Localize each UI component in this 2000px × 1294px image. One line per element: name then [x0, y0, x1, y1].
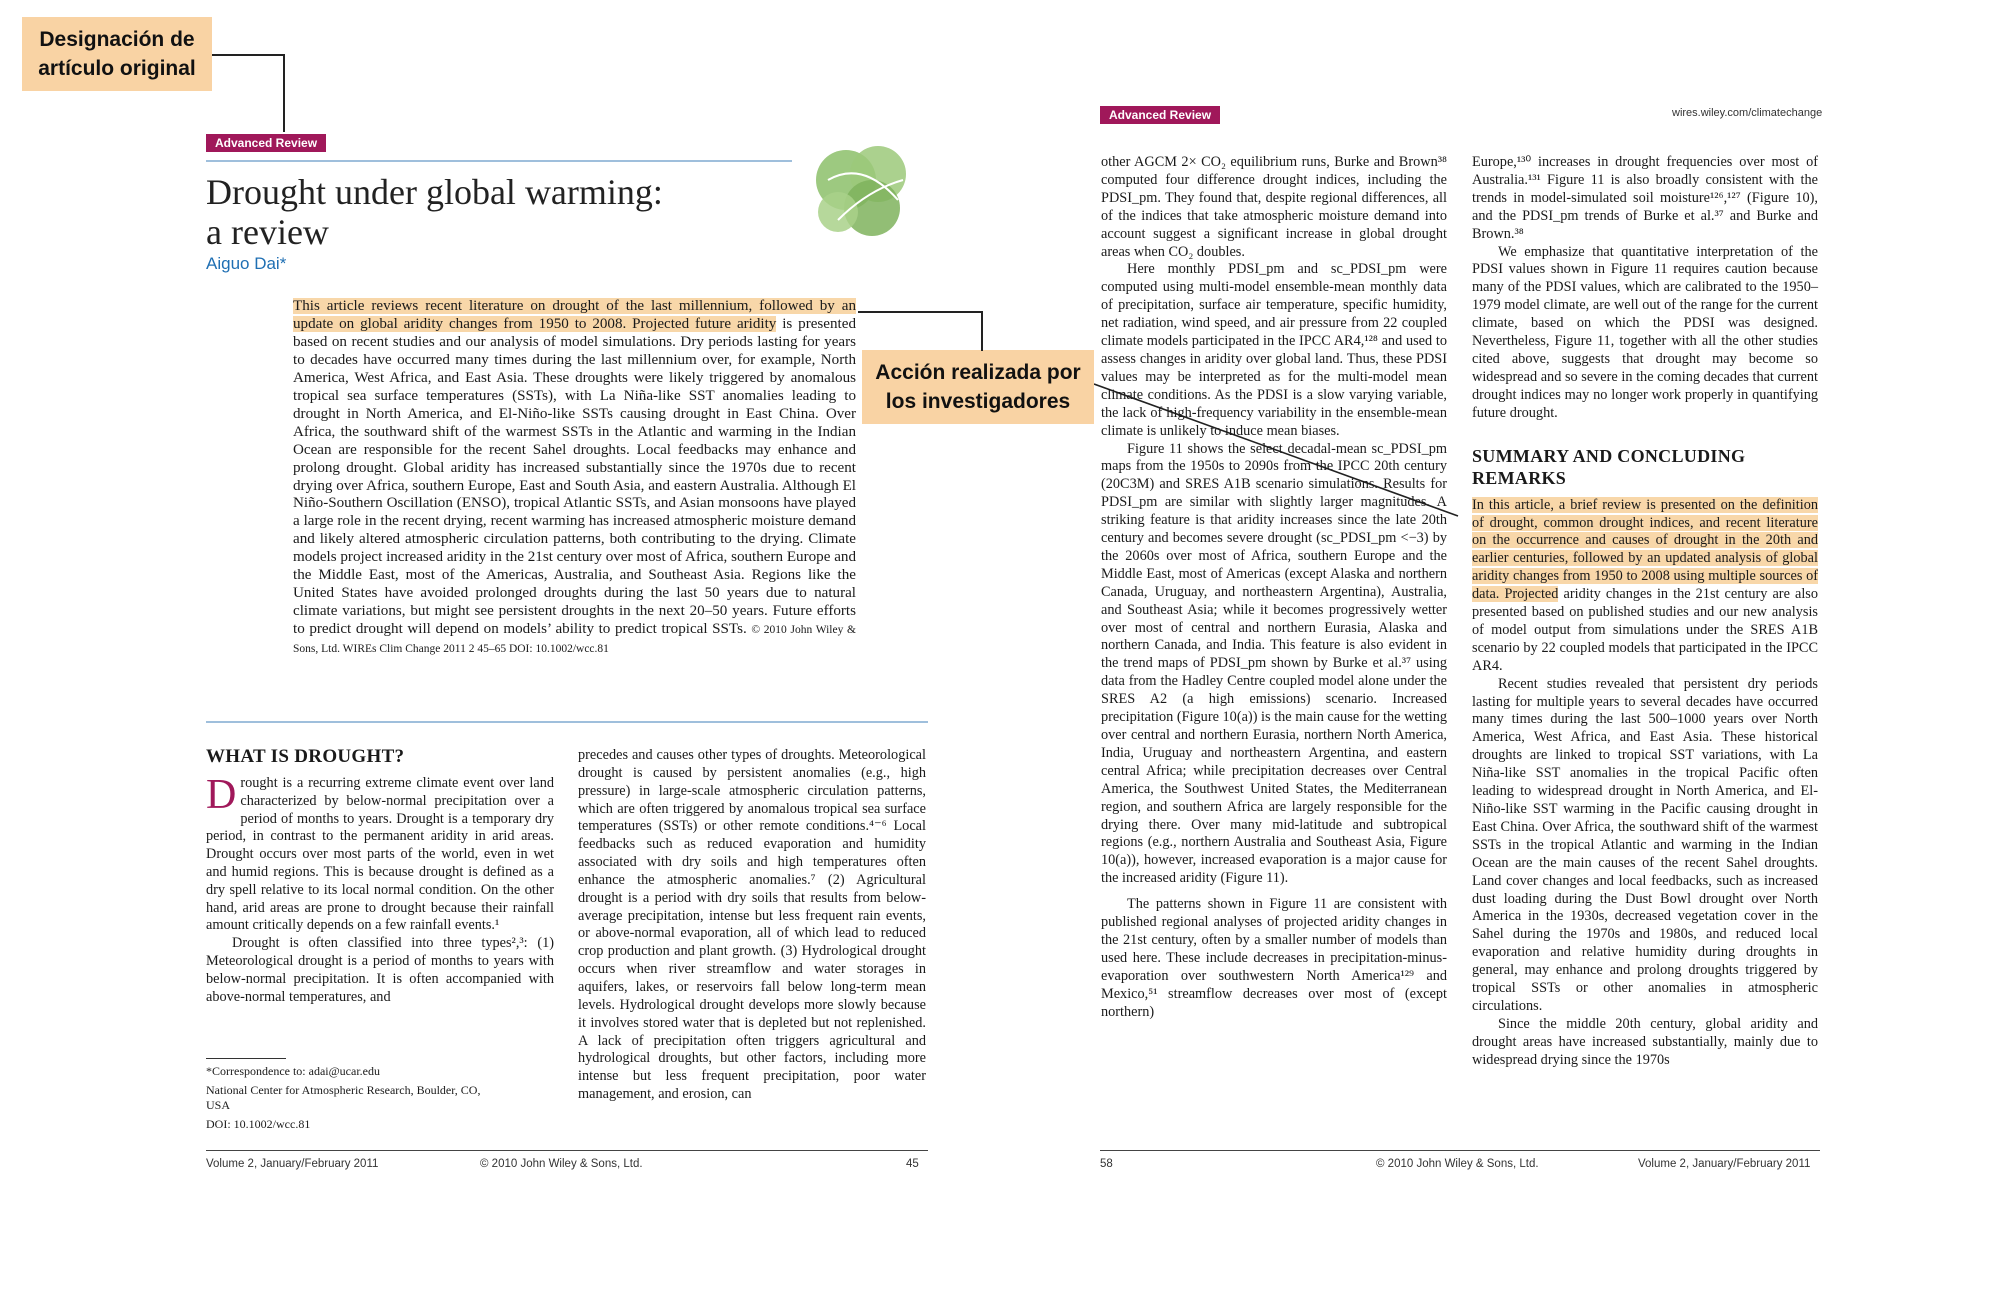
- title-line-2: a review: [206, 212, 329, 252]
- summary-highlight: In this article, a brief review is presented on the definition of drought, common drought indices, and recent literature on the occurrence and causes of drought in the 20th and earlier centuries, followed by an updated analysis of global aridity changes from 1950 to 2008 using multiple sources of data. Projected: [1472, 496, 1818, 603]
- right-col-1: [1101, 154, 1447, 1022]
- abstract: [293, 298, 856, 659]
- title-line-1: Drought under global warming:: [206, 172, 663, 212]
- abstract-rule: [206, 721, 928, 723]
- left-footer-page: 45: [906, 1158, 919, 1170]
- section-heading-what-is-drought: WHAT IS DROUGHT?: [206, 746, 405, 767]
- rcol1-paragraph-1: other AGCM 2× CO₂ equilibrium runs, Burke and Brown³⁸ computed four difference drought indices, including the PDSI_pm. They found that, despite regional differences, all of the indices that take atmospheric moisture demand into account suggest a significant increase in global drought areas when CO₂ doubles.: [1101, 154, 1447, 260]
- author: Aiguo Dai*: [206, 254, 287, 273]
- left-article-tag: Advanced Review: [206, 134, 326, 152]
- right-footer-rule: [1100, 1150, 1820, 1151]
- connector-line-1a: [212, 54, 284, 56]
- journal-url: wires.wiley.com/climatechange: [1672, 107, 1823, 119]
- journal-logo-icon: [808, 140, 918, 240]
- left-footer-copyright: © 2010 John Wiley & Sons, Ltd.: [480, 1158, 643, 1170]
- right-col-2: [1472, 154, 1818, 1070]
- rcol2-paragraph-5: Since the middle 20th century, global aridity and drought areas have increased substantially, mainly due to widespread drying since the 1970s: [1472, 1015, 1818, 1068]
- dropcap: D: [206, 772, 237, 818]
- connector-line-2a: [858, 311, 982, 313]
- left-footer-rule: [206, 1150, 928, 1151]
- corr-doi: DOI: 10.1002/wcc.81: [206, 1117, 311, 1131]
- summary-heading-line-1: SUMMARY AND CONCLUDING: [1472, 445, 1746, 466]
- summary-body: aridity changes in the 21st century are also presented based on published studies and our new analysis of model output from simulations under the SRES A1B scenario by 22 coupled models that participated in the IPCC AR4.: [1472, 586, 1819, 674]
- rcol1-paragraph-2: Here monthly PDSI_pm and sc_PDSI_pm were computed using multi-model ensemble-mean monthly data of precipitation, surface air temperature, specific humidity, net radiation, wind speed, and air pressure from 22 coupled climate models participated in the IPCC AR4,¹²⁸ and used to assess changes in aridity over global land. Thus, these PDSI values may be interpreted as for the multi-model mean climate conditions. As the PDSI is a slow varying variable, the lack of high-frequency variability in the ensemble-mean climate is unlikely to induce mean biases.: [1101, 261, 1447, 439]
- rcol2-paragraph-1: Europe,¹³⁰ increases in drought frequencies over most of Australia.¹³¹ Figure 11 is also broadly consistent with the trends in model-simulated soil moisture¹²⁶,¹²⁷ (Figure 10), and the PDSI_pm trends of Burke et al.³⁷ and Burke and Brown.³⁸: [1472, 154, 1818, 242]
- abstract-body: is presented based on recent studies and our analysis of model simulations. Dry periods lasting for years to decades have occurred many times during the last millennium over, for example, North America, West Africa, and East Asia. These droughts were likely triggered by anomalous tropical sea surface temperatures (SSTs), with La Niña-like SST anomalies leading to drought in North America, and El-Niño-like SSTs causing drought in East China. Over Africa, the southward shift of the warmest SSTs in the Atlantic and warming in the Indian Ocean are responsible for the recent Sahel droughts. Local feedbacks may enhance and prolong drought. Global aridity has increased substantially since the 1970s due to recent drying over Africa, southern Europe, East and South Asia, and eastern Australia. Although El Niño-Southern Oscillation (ENSO), tropical Atlantic SSTs, and Asian monsoons have played a large role in the recent drying, recent warming has increased atmospheric moisture demand and likely altered atmospheric circulation patterns, both contributing to the drying. Climate models project increased aridity in the 21st century over most of Africa, southern Europe and the Middle East, most of the Americas, Australia, and Southeast Asia. Regions like the United States have avoided prolonged droughts during the last 50 years due to natural climate variations, but might see persistent droughts in the next 20–50 years. Future efforts to predict drought will depend on models’ ability to predict tropical SSTs.: [293, 315, 856, 638]
- title-rule: [206, 160, 792, 162]
- abstract-highlight: This article reviews recent literature on drought of the last millennium, followed by an update on global aridity changes from 1950 to 2008. Projected future aridity: [293, 298, 856, 332]
- rcol2-paragraph-4: Recent studies revealed that persistent dry periods lasting for multiple years to several decades have occurred many times during the last 500–1000 years over North America, West Africa, and East Asia. These historical droughts are linked to tropical SST variations, with La Niña-like SST anomalies in the tropical Pacific often leading to widespread drought in North America, and El-Niño-like SST warming in the Pacific causing drought in East China. Over Africa, the southward shift of the warmest SSTs in the tropical Atlantic and warming in the Indian Ocean are the main causes of the recent Sahel droughts. Land cover changes and local feedbacks, such as increased dust loading during the Dust Bowl drought over North America in the 1930s, decreased vegetation cover in the Sahel during the 1970s and 1980s, and reduced local evaporation and relative humidity during droughts in general, may enhance and prolong droughts triggered by tropical SSTs or other anomalies in atmospheric circulations.: [1472, 675, 1818, 1014]
- col1-paragraph-2: Drought is often classified into three types²,³: (1) Meteorological drought is a period of months to years with below-normal precipitation. It is often accompanied with above-normal temperatures, and: [206, 935, 554, 1005]
- rcol1-paragraph-4: The patterns shown in Figure 11 are consistent with published regional analyses of projected aridity changes in the 21st century, often by a smaller number of models than used here. These include decreases in precipitation-minus-evaporation over southwestern North America¹²⁹ and Mexico,⁵¹ streamflow decreases over most of (except northern): [1101, 896, 1447, 1020]
- annotation-designation: Designación de artículo original: [22, 17, 212, 91]
- footnote-rule: [206, 1058, 286, 1059]
- col2-paragraph-1: precedes and causes other types of droughts. Meteorological drought is caused by persistent anomalies (e.g., high pressure) in large-scale atmospheric circulation patterns, which are often triggered by anomalous tropical sea surface temperatures (SSTs) or other remote conditions.⁴⁻⁶ Local feedbacks such as reduced evaporation and humidity associated with dry soils and high temperatures often enhance the atmospheric anomalies.⁷ (2) Agricultural drought is a period with dry soils that results from below-average precipitation, intense but less frequent rain events, or above-normal evaporation, all of which lead to reduced crop production and plant growth. (3) Hydrological drought occurs when river streamflow and water storages in aquifers, lakes, or reservoirs fall below long-term mean levels. Hydrological drought develops more slowly because it involves stored water that is depleted but not replenished. A lack of precipitation often triggers agricultural and hydrological droughts, but other factors, including more intense but less frequent precipitation, poor water management, and erosion, can: [578, 747, 926, 1103]
- correspondence: [206, 1064, 496, 1132]
- right-footer-copyright: © 2010 John Wiley & Sons, Ltd.: [1376, 1158, 1539, 1170]
- left-col-1: [206, 772, 554, 1006]
- rcol1-paragraph-3: Figure 11 shows the select decadal-mean sc_PDSI_pm maps from the 1950s to 2090s from the IPCC 20th century (20C3M) and SRES A1B scenario simulations. Results for PDSI_pm are similar with slightly larger magnitudes. A striking feature is that aridity increases since the late 20th century and becomes severe drought (sc_PDSI_pm <−3) by the 2060s over most of Africa, southern Europe and the Middle East, most of Americas (except Alaska and northern Canada, Uruguay, and northeastern Argentina), Australia, and Southeast Asia; while it becomes progressively wetter over most of central and northern Eurasia, Alaska and northern Canada, and India. This feature is also evident in the trend maps of PDSI_pm shown by Burke et al.³⁷ using data from the Hadley Centre coupled model alone under the SRES A2 (a high emissions) scenario. Increased precipitation (Figure 10(a)) is the main cause for the wetting over central and northern Eurasia, northern North America, India, Uruguay and northeastern Argentina, and eastern central Africa; while precipitation decreases over Central America, the Southwest United States, the Mediterranean region, and southern Africa are largely responsible for the drying there. Over many mid-latitude and subtropical regions (e.g., northern Australia and Southeast Asia, Figure 10(a)), however, increased evaporation is a major cause for the increased aridity (Figure 11).: [1101, 440, 1447, 887]
- left-col-2: [578, 747, 926, 1104]
- corr-email: *Correspondence to: adai@ucar.edu: [206, 1064, 380, 1078]
- left-footer-volume: Volume 2, January/February 2011: [206, 1158, 379, 1170]
- abstract-citation: © 2010 John Wiley & Sons, Ltd. WIREs Clim Change 2011 2 45–65 DOI: 10.1002/wcc.81: [293, 624, 856, 656]
- article-title: [206, 172, 663, 252]
- corr-affiliation: National Center for Atmospheric Research, Boulder, CO, USA: [206, 1083, 481, 1112]
- summary-heading: [1472, 445, 1818, 489]
- rcol2-paragraph-2: We emphasize that quantitative interpretation of the PDSI values shown in Figure 11 requires caution because many of the PDSI values, which are calibrated to the 1950–1979 model climate, are well out of the range for the current climate, based on which the PDSI was designed. Nevertheless, Figure 11, together with all the other studies cited above, suggests that drought may become so widespread and so severe in the coming decades that current drought indices may no longer work properly in quantifying future drought.: [1472, 243, 1818, 421]
- right-footer-page: 58: [1100, 1158, 1113, 1170]
- col1-paragraph-1: rought is a recurring extreme climate event over land characterized by below-normal precipitation over a period of months to years. Drought is a temporary dry period, in contrast to the permanent aridity in arid areas. Drought occurs over most parts of the world, even in wet and humid regions. This is because drought is defined as a dry spell relative to its local normal condition. On the other hand, arid areas are prone to drought because their rainfall amount critically depends on a few rainfall events.¹: [206, 775, 554, 934]
- annotation-action: Acción realizada por los investigadores: [862, 350, 1094, 424]
- right-footer-volume: Volume 2, January/February 2011: [1638, 1158, 1811, 1170]
- connector-line-1b: [283, 54, 285, 132]
- connector-line-2b: [981, 311, 983, 351]
- summary-heading-line-2: REMARKS: [1472, 467, 1567, 488]
- right-article-tag: Advanced Review: [1100, 106, 1220, 124]
